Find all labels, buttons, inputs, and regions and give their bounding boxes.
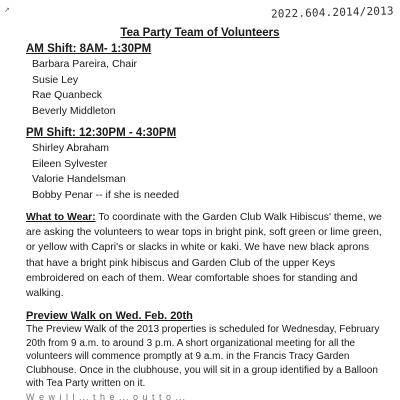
pm-volunteer-name: Eileen Sylvester [32,157,108,170]
corner-mark: ↗ [4,7,10,14]
cut-off-text: W e w i l l ... t h e ... o u t t o ... [26,392,187,400]
preview-walk-section [26,309,382,391]
am-volunteer-name: Susie Ley [32,73,79,86]
what-to-wear-section [26,210,382,301]
handwritten-accession-number: 2022.604.2014/2013 [271,4,395,21]
pm-volunteer-name: Shirley Abraham [32,142,110,154]
preview-walk-body: The Preview Walk of the 2013 properties is scheduled for Wednesday, February 20th from 9 a.m. to around 3 p.m. A short organizational meeting for all the volunteers will commence promptly at 9 a.m. in the Francis Tracy Garden Clubhouse. Once in the clubhouse, you will sit in a group identified by a Balloon with Tea Party written on it. [26,324,380,390]
what-to-wear-paragraph [26,210,382,301]
pm-shift-section [26,126,386,203]
am-volunteer-name: Barbara Pareira, Chair [32,58,138,70]
pm-shift-heading: PM Shift: 12:30PM - 4:30PM [26,127,177,139]
am-volunteer-name: Beverly Middleton [32,104,116,117]
pm-volunteer-name: Valorie Handelsman [32,173,126,185]
what-to-wear-heading: What to Wear: [26,212,96,223]
preview-walk-heading: Preview Walk on Wed. Feb. 20th [26,310,193,322]
page-title: Tea Party Team of Volunteers [120,27,280,39]
pm-volunteer-name: Bobby Penar -- if she is needed [32,188,180,201]
am-shift-section [26,42,386,119]
am-shift-heading: AM Shift: 8AM- 1:30PM [26,43,152,55]
am-volunteer-name: Rae Quanbeck [32,89,103,101]
what-to-wear-body: To coordinate with the Garden Club Walk Hibiscus' theme, we are asking the volunteers to wear tops in bright pink, soft green or lime green, or yellow with Capri's or slacks in white or kaki. We have new black aprons that have a bright pink hibiscus and Garden Club of the upper Keys embroidered on each of them. Wear comfortable shoes for standing and walking. [26,212,382,300]
